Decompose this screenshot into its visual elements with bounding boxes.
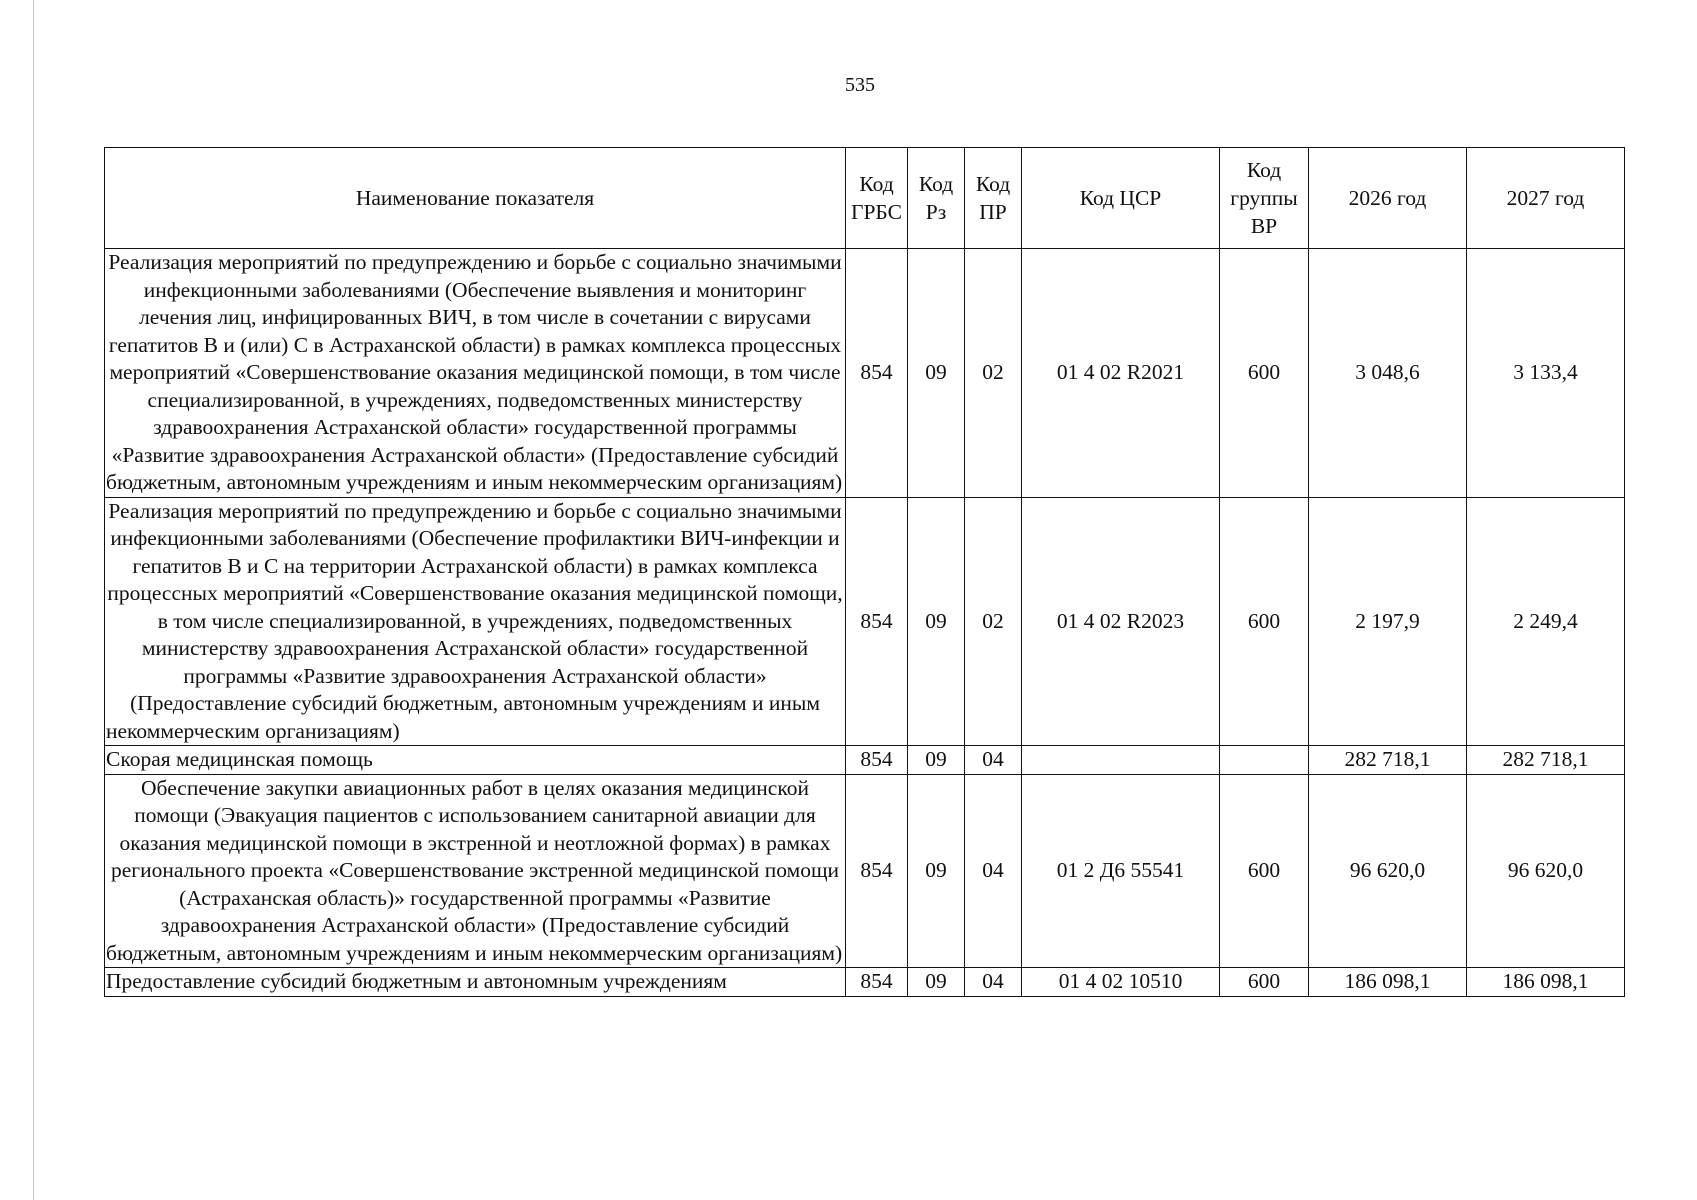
row-2027: 3 133,4 bbox=[1467, 249, 1625, 498]
header-pr: Код ПР bbox=[965, 148, 1022, 249]
row-2026: 2 197,9 bbox=[1309, 497, 1467, 746]
row-grbs: 854 bbox=[846, 774, 908, 968]
page-number: 535 bbox=[845, 74, 875, 96]
row-vr: 600 bbox=[1220, 497, 1309, 746]
header-vr: Код группы ВР bbox=[1220, 148, 1309, 249]
table-row bbox=[105, 497, 1625, 746]
row-2027: 96 620,0 bbox=[1467, 774, 1625, 968]
row-rz: 09 bbox=[908, 968, 965, 997]
row-vr: 600 bbox=[1220, 249, 1309, 498]
row-pr: 04 bbox=[965, 746, 1022, 775]
row-name: Реализация мероприятий по предупреждению и борьбе с социально значимыми инфекционными заболеваниями (Обеспечение выявления и мониторинг лечения лиц, инфицированных ВИЧ, в том числе в сочетании с вирусами гепатитов В и (или) С в Астраханской области) в рамках комплекса процессных мероприятий «Совершенствование оказания медицинской помощи, в том числе специализированной, в учреждениях, подведомственных министерству здравоохранения Астраханской области» государственной программы «Развитие здравоохранения Астраханской области» (Предоставление субсидий бюджетным, автономным учреждениям и иным некоммерческим организациям) bbox=[105, 249, 846, 498]
row-name: Обеспечение закупки авиационных работ в целях оказания медицинской помощи (Эвакуация пациентов с использованием санитарной авиации для оказания медицинской помощи в экстренной и неотложной формах) в рамках регионального проекта «Совершенствование экстренной медицинской помощи (Астраханская область)» государственной программы «Развитие здравоохранения Астраханской области» (Предоставление субсидий бюджетным, автономным учреждениям и иным некоммерческим организациям) bbox=[105, 774, 846, 968]
row-pr: 04 bbox=[965, 968, 1022, 997]
row-grbs: 854 bbox=[846, 497, 908, 746]
header-2027: 2027 год bbox=[1467, 148, 1625, 249]
row-2027: 186 098,1 bbox=[1467, 968, 1625, 997]
row-pr: 02 bbox=[965, 249, 1022, 498]
row-rz: 09 bbox=[908, 497, 965, 746]
header-2026: 2026 год bbox=[1309, 148, 1467, 249]
budget-table bbox=[104, 147, 1625, 997]
table-row bbox=[105, 968, 1625, 997]
row-grbs: 854 bbox=[846, 249, 908, 498]
row-rz: 09 bbox=[908, 746, 965, 775]
row-rz: 09 bbox=[908, 249, 965, 498]
row-2026: 186 098,1 bbox=[1309, 968, 1467, 997]
row-csr bbox=[1022, 746, 1220, 775]
row-rz: 09 bbox=[908, 774, 965, 968]
row-name: Скорая медицинская помощь bbox=[105, 746, 846, 775]
row-grbs: 854 bbox=[846, 746, 908, 775]
row-grbs: 854 bbox=[846, 968, 908, 997]
row-csr: 01 4 02 R2021 bbox=[1022, 249, 1220, 498]
row-name: Предоставление субсидий бюджетным и автономным учреждениям bbox=[105, 968, 846, 997]
table-header-row bbox=[105, 148, 1625, 249]
row-vr bbox=[1220, 746, 1309, 775]
page-margin-line bbox=[33, 0, 34, 1200]
row-2026: 3 048,6 bbox=[1309, 249, 1467, 498]
table-row bbox=[105, 249, 1625, 498]
row-name: Реализация мероприятий по предупреждению и борьбе с социально значимыми инфекционными заболеваниями (Обеспечение профилактики ВИЧ-инфекции и гепатитов В и С на территории Астраханской области) в рамках комплекса процессных мероприятий «Совершенствование оказания медицинской помощи, в том числе специализированной, в учреждениях, подведомственных министерству здравоохранения Астраханской области» государственной программы «Развитие здравоохранения Астраханской области» (Предоставление субсидий бюджетным, автономным учреждениям и иным некоммерческим организациям) bbox=[105, 497, 846, 746]
row-pr: 04 bbox=[965, 774, 1022, 968]
row-2026: 96 620,0 bbox=[1309, 774, 1467, 968]
row-csr: 01 4 02 10510 bbox=[1022, 968, 1220, 997]
row-vr: 600 bbox=[1220, 774, 1309, 968]
row-2027: 2 249,4 bbox=[1467, 497, 1625, 746]
row-csr: 01 4 02 R2023 bbox=[1022, 497, 1220, 746]
row-vr: 600 bbox=[1220, 968, 1309, 997]
row-2027: 282 718,1 bbox=[1467, 746, 1625, 775]
table-row bbox=[105, 774, 1625, 968]
header-name: Наименование показателя bbox=[105, 148, 846, 249]
header-csr: Код ЦСР bbox=[1022, 148, 1220, 249]
row-2026: 282 718,1 bbox=[1309, 746, 1467, 775]
row-pr: 02 bbox=[965, 497, 1022, 746]
header-rz: Код Рз bbox=[908, 148, 965, 249]
row-csr: 01 2 Д6 55541 bbox=[1022, 774, 1220, 968]
header-grbs: Код ГРБС bbox=[846, 148, 908, 249]
table-row bbox=[105, 746, 1625, 775]
